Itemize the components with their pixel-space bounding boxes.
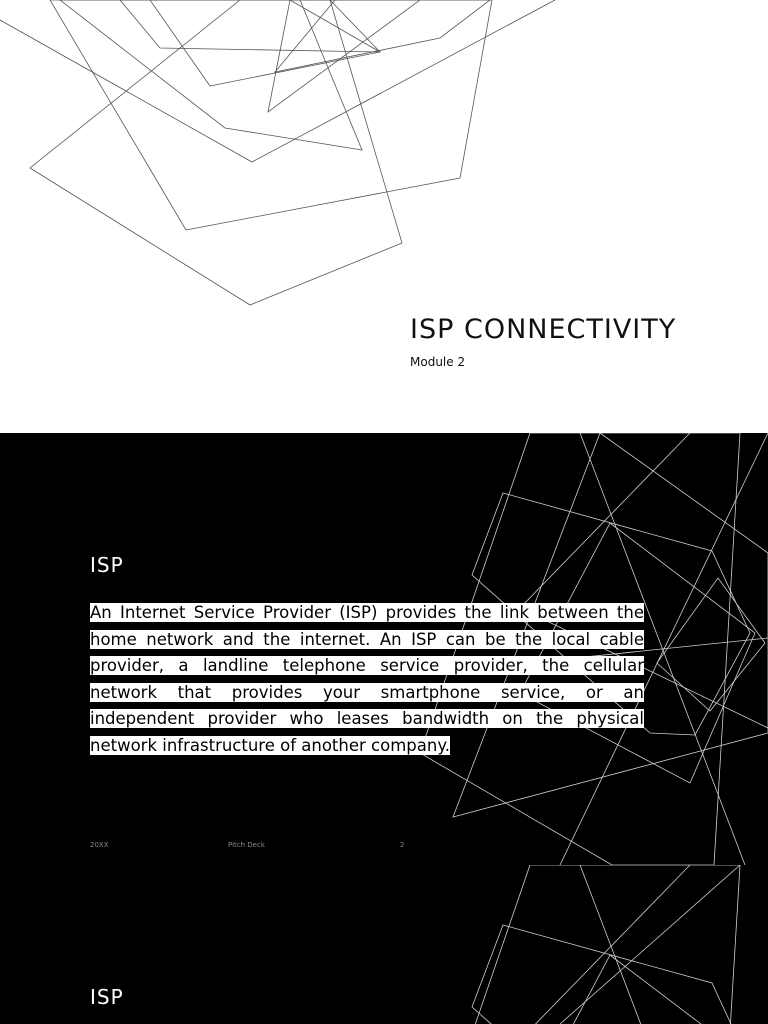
footer-deck-name: Pitch Deck — [228, 841, 265, 849]
footer-date: 20XX — [90, 841, 109, 849]
slide-title: ISP CONNECTIVITY — [410, 314, 677, 345]
slide-body-text — [90, 600, 644, 759]
content-slide — [0, 433, 768, 865]
body-text-highlight: An Internet Service Provider (ISP) provides the link between the home network and the internet. An ISP can be the local cable provider, a landline telephone service provider, the cellular network that provides your smartphone service, or an independent provider who leases bandwidth on the physical network infrastructure of another company. — [90, 603, 644, 755]
footer-page-number: 2 — [400, 841, 405, 849]
slide-heading: ISP — [90, 553, 124, 577]
slide-subtitle: Module 2 — [410, 355, 466, 369]
slide-heading: ISP — [90, 985, 124, 1009]
line-art-decoration — [0, 0, 768, 433]
title-slide — [0, 0, 768, 433]
content-slide-next — [0, 865, 768, 1024]
